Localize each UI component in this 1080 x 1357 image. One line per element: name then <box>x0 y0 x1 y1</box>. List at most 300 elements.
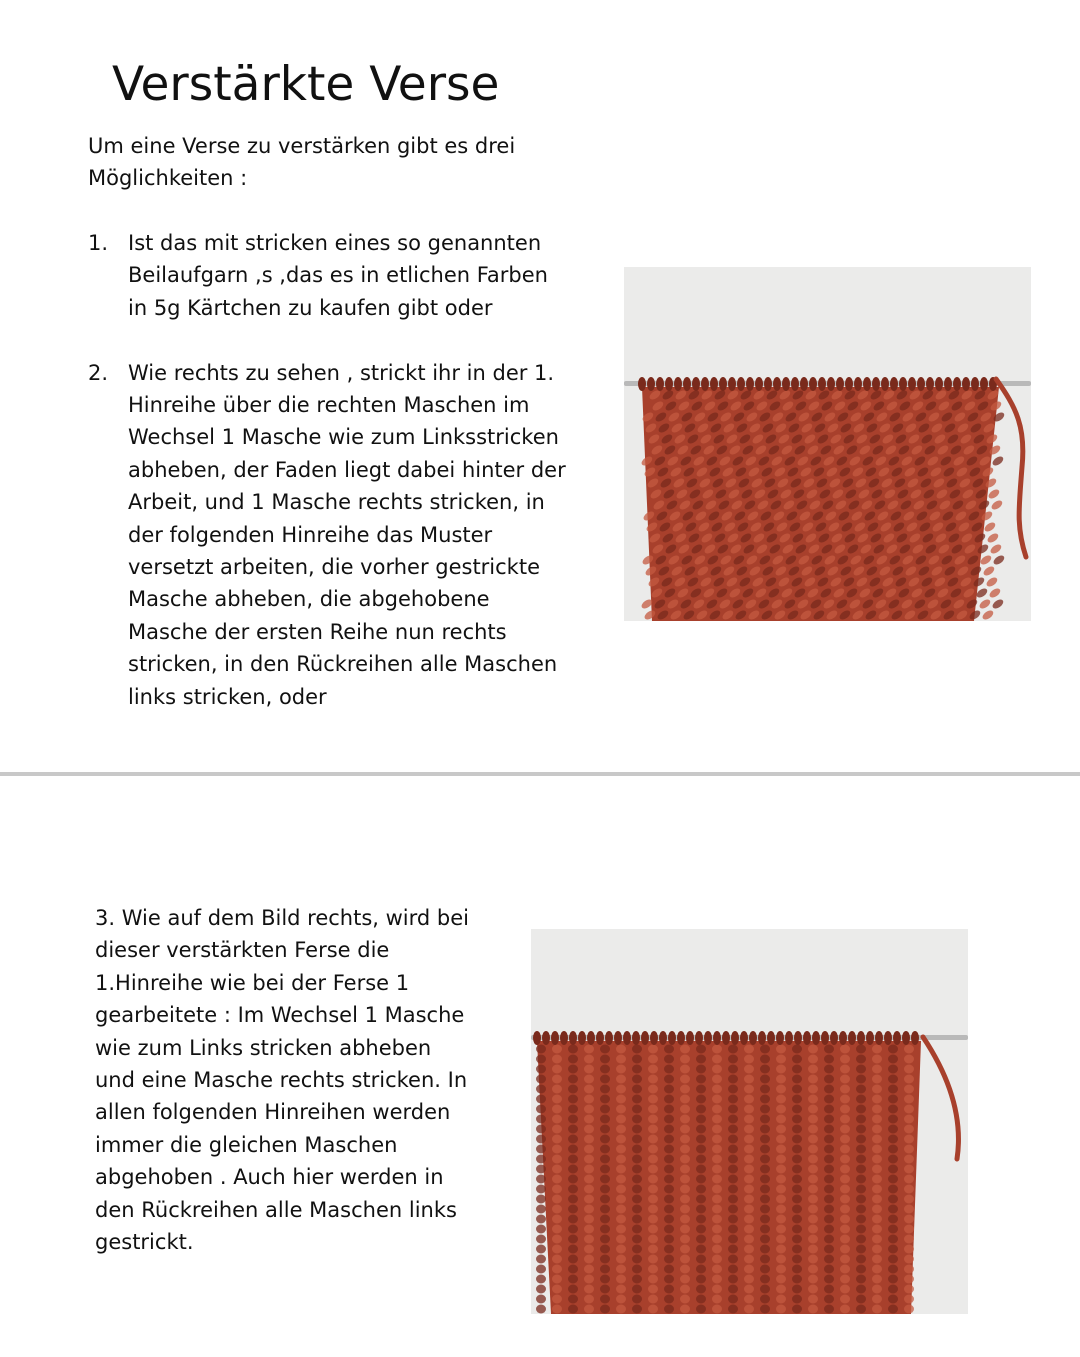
stitch <box>872 1255 882 1264</box>
stitch <box>648 1285 658 1294</box>
stitch <box>856 1065 866 1074</box>
stitch <box>856 1105 866 1114</box>
stitch <box>840 1255 850 1264</box>
stitch <box>680 1175 690 1184</box>
needle-stitch <box>908 377 916 391</box>
stitch <box>680 1045 690 1054</box>
stitch <box>568 1145 578 1154</box>
stitch <box>712 1105 722 1114</box>
stitch <box>872 1195 882 1204</box>
stitch <box>648 1185 658 1194</box>
stitch <box>632 1305 642 1314</box>
needle-stitch <box>740 1031 748 1045</box>
needle-stitch <box>821 1031 829 1045</box>
stitch <box>888 1135 898 1144</box>
stitch <box>760 1205 770 1214</box>
needle-stitch <box>809 377 817 391</box>
stitch <box>792 1285 802 1294</box>
needle-stitch <box>926 377 934 391</box>
stitch <box>680 1215 690 1224</box>
stitch <box>568 1115 578 1124</box>
stitch <box>600 1195 610 1204</box>
stitch <box>712 1115 722 1124</box>
stitch <box>744 1125 754 1134</box>
stitch <box>776 1125 786 1134</box>
stitch <box>776 1185 786 1194</box>
stitch <box>888 1175 898 1184</box>
stitch <box>808 1135 818 1144</box>
stitch <box>584 1145 594 1154</box>
needle-stitch <box>533 1031 541 1045</box>
stitch <box>648 1235 658 1244</box>
stitch <box>776 1255 786 1264</box>
list-item-number: 2. <box>88 360 109 385</box>
stitch <box>584 1255 594 1264</box>
stitch <box>712 1245 722 1254</box>
stitch <box>760 1115 770 1124</box>
stitch <box>648 1045 658 1054</box>
stitch <box>680 1205 690 1214</box>
stitch <box>600 1265 610 1274</box>
stitch <box>808 1175 818 1184</box>
stitch <box>760 1195 770 1204</box>
stitch <box>632 1155 642 1164</box>
stitch <box>584 1215 594 1224</box>
stitch <box>776 1215 786 1224</box>
needle-stitch <box>641 1031 649 1045</box>
stitch <box>728 1175 738 1184</box>
stitch <box>888 1285 898 1294</box>
stitch <box>648 1215 658 1224</box>
stitch <box>712 1045 722 1054</box>
stitch <box>904 1145 914 1154</box>
stitch <box>792 1095 802 1104</box>
stitch <box>536 1155 546 1164</box>
stitch <box>536 1195 546 1204</box>
stitch <box>776 1055 786 1064</box>
stitch <box>904 1255 914 1264</box>
stitch <box>904 1055 914 1064</box>
stitch <box>760 1295 770 1304</box>
stitch <box>664 1095 674 1104</box>
stitch <box>568 1235 578 1244</box>
stitch <box>632 1135 642 1144</box>
stitch <box>616 1305 626 1314</box>
stitch <box>584 1065 594 1074</box>
stitch <box>680 1135 690 1144</box>
stitch <box>712 1305 722 1314</box>
stitch <box>664 1225 674 1234</box>
stitch <box>840 1165 850 1174</box>
stitch <box>712 1135 722 1144</box>
stitch <box>616 1185 626 1194</box>
stitch <box>904 1065 914 1074</box>
stitch <box>904 1265 914 1274</box>
stitch <box>776 1205 786 1214</box>
stitch <box>552 1045 562 1054</box>
stitch <box>616 1125 626 1134</box>
needle-stitch <box>893 1031 901 1045</box>
stitch <box>728 1125 738 1134</box>
stitch <box>648 1125 658 1134</box>
list-item-number: 1. <box>88 231 109 255</box>
stitch <box>696 1255 706 1264</box>
stitch <box>776 1045 786 1054</box>
stitch <box>888 1095 898 1104</box>
needle-stitch <box>803 1031 811 1045</box>
stitch <box>568 1065 578 1074</box>
stitch <box>696 1265 706 1274</box>
stitch <box>776 1265 786 1274</box>
stitch <box>744 1065 754 1074</box>
needle-stitch <box>839 1031 847 1045</box>
stitch <box>744 1135 754 1144</box>
stitch <box>696 1225 706 1234</box>
stitch <box>760 1245 770 1254</box>
stitch <box>552 1095 562 1104</box>
stitch <box>584 1235 594 1244</box>
stitch <box>536 1285 546 1294</box>
stitch <box>744 1105 754 1114</box>
stitch <box>696 1285 706 1294</box>
needle-stitch <box>560 1031 568 1045</box>
stitch <box>808 1215 818 1224</box>
stitch <box>616 1175 626 1184</box>
stitch <box>792 1065 802 1074</box>
stitch <box>584 1095 594 1104</box>
stitch <box>808 1185 818 1194</box>
needle-stitch <box>719 377 727 391</box>
stitch <box>616 1275 626 1284</box>
stitch <box>872 1135 882 1144</box>
stitch <box>600 1065 610 1074</box>
stitch <box>760 1275 770 1284</box>
stitch <box>856 1205 866 1214</box>
stitch <box>664 1145 674 1154</box>
needle-stitch <box>785 1031 793 1045</box>
stitch <box>600 1075 610 1084</box>
stitch <box>536 1305 546 1314</box>
stitch <box>824 1275 834 1284</box>
stitch <box>792 1155 802 1164</box>
stitch <box>744 1255 754 1264</box>
stitch <box>872 1125 882 1134</box>
stitch <box>600 1235 610 1244</box>
stitch <box>792 1175 802 1184</box>
stitch <box>680 1295 690 1304</box>
stitch <box>760 1105 770 1114</box>
needle-stitch <box>911 1031 919 1045</box>
stitch <box>728 1295 738 1304</box>
stitch <box>584 1055 594 1064</box>
stitch <box>568 1075 578 1084</box>
stitch <box>760 1255 770 1264</box>
stitch <box>616 1135 626 1144</box>
needle-stitch <box>773 377 781 391</box>
needle-stitch <box>701 377 709 391</box>
stitch <box>744 1095 754 1104</box>
stitch <box>776 1305 786 1314</box>
stitch <box>808 1105 818 1114</box>
list-item-text: Wie rechts zu sehen , strickt ihr in der 1. Hinreihe über die rechten Maschen im Wechsel 1 Masche wie zum Linksstricken abheben, der Faden liegt dabei hinter der Arbeit, und 1 Masche rechts stricken, in der folgenden Hinreihe das Muster versetzt arbeiten, die vorher gestrickte Masche abheben, die abgehobene Masche der ersten Reihe nun rechts stricken, in den Rückreihen alle Maschen links stricken, oder <box>128 360 566 709</box>
stitch <box>600 1155 610 1164</box>
stitch <box>600 1045 610 1054</box>
stitch <box>712 1175 722 1184</box>
stitch <box>808 1085 818 1094</box>
stitch <box>744 1225 754 1234</box>
stitch <box>728 1085 738 1094</box>
stitch <box>856 1255 866 1264</box>
needle-stitch <box>767 1031 775 1045</box>
stitch <box>792 1235 802 1244</box>
stitch <box>648 1255 658 1264</box>
stitch <box>696 1205 706 1214</box>
stitch <box>904 1075 914 1084</box>
stitch <box>584 1265 594 1274</box>
stitch <box>680 1065 690 1074</box>
needle-stitch <box>749 1031 757 1045</box>
stitch <box>824 1295 834 1304</box>
stitch <box>904 1135 914 1144</box>
stitch <box>552 1165 562 1174</box>
stitch <box>872 1055 882 1064</box>
stitch <box>904 1235 914 1244</box>
stitch <box>888 1075 898 1084</box>
stitch <box>536 1105 546 1114</box>
stitch <box>840 1055 850 1064</box>
stitch <box>856 1075 866 1084</box>
stitch <box>536 1225 546 1234</box>
stitch <box>840 1215 850 1224</box>
stitch <box>616 1225 626 1234</box>
stitch <box>776 1295 786 1304</box>
stitch <box>584 1195 594 1204</box>
stitch <box>808 1295 818 1304</box>
stitch <box>696 1075 706 1084</box>
needle-stitch <box>827 377 835 391</box>
stitch <box>664 1275 674 1284</box>
stitch <box>760 1055 770 1064</box>
stitch <box>744 1145 754 1154</box>
stitch <box>808 1095 818 1104</box>
stitch <box>584 1295 594 1304</box>
stitch <box>744 1235 754 1244</box>
stitch <box>872 1145 882 1154</box>
stitch <box>760 1175 770 1184</box>
stitch <box>568 1205 578 1214</box>
stitch <box>616 1045 626 1054</box>
stitch <box>888 1155 898 1164</box>
stitch <box>664 1215 674 1224</box>
stitch <box>808 1115 818 1124</box>
stitch <box>792 1225 802 1234</box>
stitch <box>680 1225 690 1234</box>
stitch <box>904 1165 914 1174</box>
stitch <box>696 1055 706 1064</box>
stitch <box>584 1225 594 1234</box>
stitch <box>824 1095 834 1104</box>
stitch <box>776 1165 786 1174</box>
stitch <box>760 1075 770 1084</box>
stitch <box>824 1175 834 1184</box>
stitch <box>664 1105 674 1114</box>
stitch <box>792 1245 802 1254</box>
stitch <box>584 1105 594 1114</box>
stitch <box>648 1245 658 1254</box>
stitch <box>568 1155 578 1164</box>
stitch <box>904 1045 914 1054</box>
stitch <box>600 1175 610 1184</box>
stitch <box>840 1155 850 1164</box>
knitting-illustration <box>531 929 968 1314</box>
stitch <box>664 1075 674 1084</box>
stitch <box>760 1165 770 1174</box>
needle-stitch <box>569 1031 577 1045</box>
stitch <box>552 1255 562 1264</box>
stitch <box>808 1125 818 1134</box>
stitch <box>680 1305 690 1314</box>
stitch <box>632 1275 642 1284</box>
stitch <box>728 1245 738 1254</box>
stitch <box>552 1155 562 1164</box>
stitch <box>552 1195 562 1204</box>
stitch <box>632 1075 642 1084</box>
stitch <box>872 1065 882 1074</box>
stitch <box>712 1065 722 1074</box>
stitch <box>696 1085 706 1094</box>
stitch <box>808 1275 818 1284</box>
stitch <box>728 1055 738 1064</box>
stitch <box>840 1225 850 1234</box>
stitch <box>728 1285 738 1294</box>
stitch <box>872 1175 882 1184</box>
stitch <box>680 1185 690 1194</box>
stitch <box>728 1065 738 1074</box>
stitch <box>616 1115 626 1124</box>
stitch <box>632 1165 642 1174</box>
stitch <box>872 1215 882 1224</box>
stitch <box>792 1295 802 1304</box>
stitch <box>760 1235 770 1244</box>
stitch <box>840 1095 850 1104</box>
stitch <box>616 1195 626 1204</box>
stitch <box>712 1155 722 1164</box>
stitch <box>712 1075 722 1084</box>
stitch <box>744 1185 754 1194</box>
stitch <box>584 1135 594 1144</box>
stitch <box>648 1195 658 1204</box>
stitch <box>536 1135 546 1144</box>
stitch <box>664 1245 674 1254</box>
stitch <box>632 1185 642 1194</box>
stitch <box>760 1125 770 1134</box>
needle-stitch <box>683 377 691 391</box>
stitch <box>904 1185 914 1194</box>
knitting-photo-ribs <box>531 929 968 1314</box>
knitting-photo-diagonal <box>624 267 1031 621</box>
stitch <box>904 1305 914 1314</box>
stitch <box>536 1245 546 1254</box>
stitch <box>888 1305 898 1314</box>
needle-stitch <box>650 1031 658 1045</box>
stitch <box>536 1175 546 1184</box>
stitch <box>712 1195 722 1204</box>
stitch <box>744 1295 754 1304</box>
needle-stitch <box>782 377 790 391</box>
stitch <box>728 1185 738 1194</box>
needle-stitch <box>737 377 745 391</box>
stitch <box>792 1195 802 1204</box>
stitch <box>744 1055 754 1064</box>
stitch <box>632 1125 642 1134</box>
stitch <box>776 1155 786 1164</box>
stitch <box>584 1285 594 1294</box>
stitch <box>776 1065 786 1074</box>
stitch <box>616 1285 626 1294</box>
stitch <box>872 1075 882 1084</box>
stitch <box>632 1255 642 1264</box>
stitch <box>648 1275 658 1284</box>
stitch <box>696 1125 706 1134</box>
stitch <box>888 1235 898 1244</box>
stitch <box>552 1245 562 1254</box>
stitch <box>712 1265 722 1274</box>
stitch <box>600 1305 610 1314</box>
stitch <box>632 1225 642 1234</box>
stitch <box>744 1155 754 1164</box>
stitch <box>872 1085 882 1094</box>
stitch <box>680 1125 690 1134</box>
stitch <box>760 1215 770 1224</box>
needle-stitch <box>857 1031 865 1045</box>
stitch <box>664 1265 674 1274</box>
stitch <box>824 1105 834 1114</box>
stitch <box>856 1235 866 1244</box>
stitch <box>568 1265 578 1274</box>
stitch <box>760 1145 770 1154</box>
stitch <box>728 1145 738 1154</box>
stitch <box>760 1135 770 1144</box>
stitch <box>568 1105 578 1114</box>
list-item <box>88 227 568 324</box>
stitch <box>552 1085 562 1094</box>
stitch <box>696 1135 706 1144</box>
stitch <box>840 1205 850 1214</box>
stitch <box>792 1055 802 1064</box>
stitch <box>728 1305 738 1314</box>
stitch <box>808 1075 818 1084</box>
stitch <box>664 1065 674 1074</box>
stitch <box>584 1175 594 1184</box>
stitch <box>552 1125 562 1134</box>
stitch <box>536 1165 546 1174</box>
needle-stitch <box>695 1031 703 1045</box>
stitch <box>760 1065 770 1074</box>
stitch <box>632 1145 642 1154</box>
stitch <box>680 1275 690 1284</box>
stitch <box>808 1045 818 1054</box>
needle-stitch <box>722 1031 730 1045</box>
stitch <box>680 1245 690 1254</box>
stitch <box>536 1295 546 1304</box>
stitch <box>664 1115 674 1124</box>
stitch <box>632 1095 642 1104</box>
stitch <box>728 1225 738 1234</box>
stitch <box>888 1295 898 1304</box>
stitch <box>584 1075 594 1084</box>
stitch <box>552 1275 562 1284</box>
stitch <box>888 1245 898 1254</box>
